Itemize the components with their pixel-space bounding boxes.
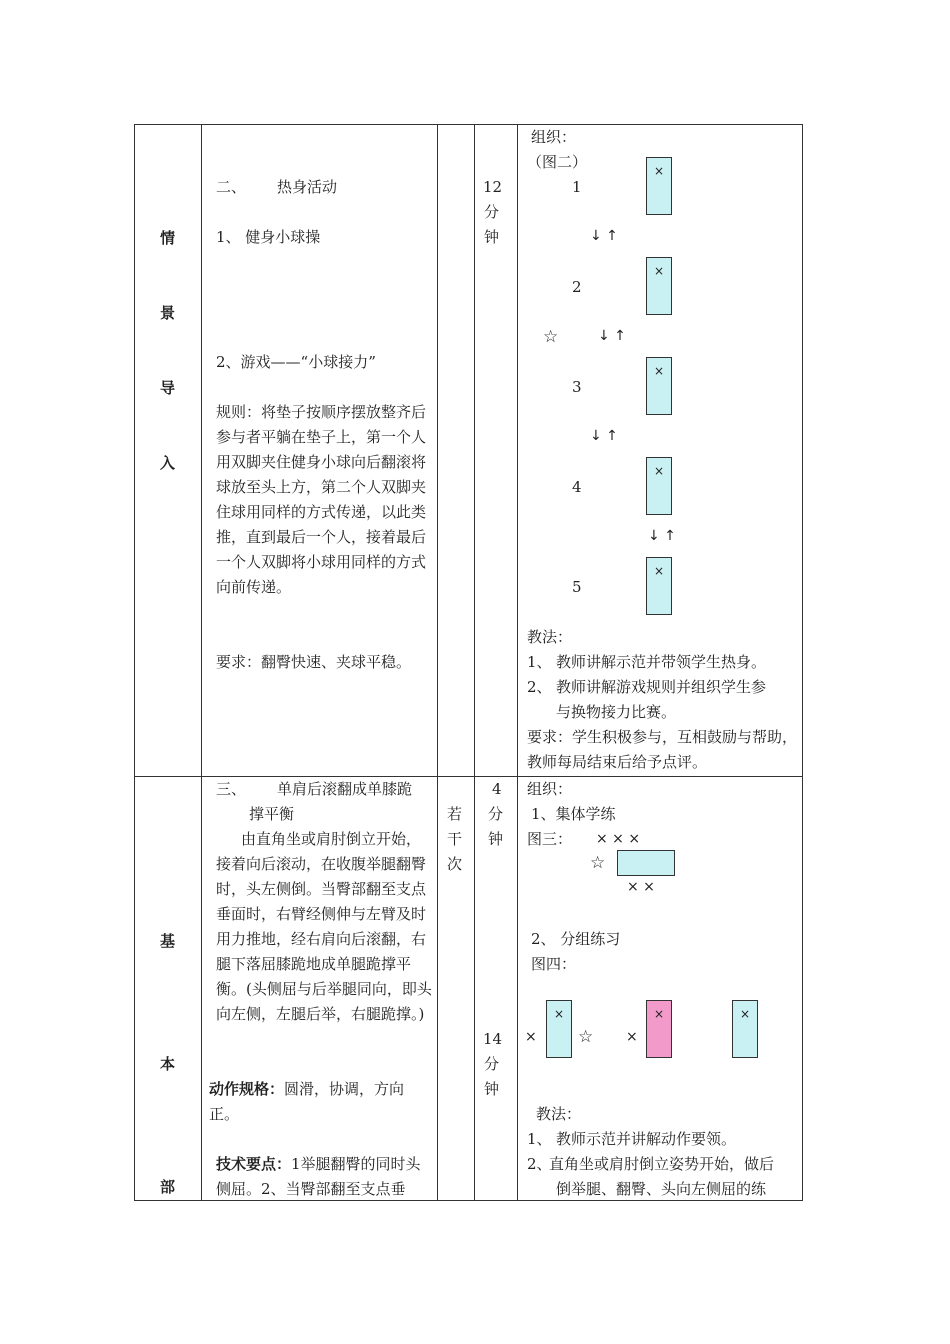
table-col-divider-1 <box>201 124 202 1201</box>
mat-rectangle <box>646 157 672 215</box>
relay-arrows: ↓ ↑ <box>648 528 676 544</box>
relay-arrows: ↓ ↑ <box>598 328 626 344</box>
time-unit: 钟 <box>484 1080 500 1098</box>
item-ball-exercise: 1、 健身小球操 <box>216 228 321 246</box>
table-col-divider-2 <box>437 124 438 1201</box>
method-text: 教师讲解游戏规则并组织学生参 <box>556 678 767 696</box>
time-unit: 钟 <box>488 830 504 848</box>
method-text: 直角坐或肩肘倒立姿势开始，做后 <box>549 1155 775 1173</box>
heading-title: 单肩后滚翻成单膝跪 <box>277 780 413 798</box>
method-number: 1、 <box>527 653 552 671</box>
mat-number: 4 <box>572 478 582 496</box>
person-mark: × <box>739 1007 751 1021</box>
teacher-star-icon: ☆ <box>590 853 606 873</box>
relay-arrows: ↓ ↑ <box>590 428 618 444</box>
mat-rectangle <box>546 1000 572 1058</box>
mat-rectangle <box>646 257 672 315</box>
method-text: 与换物接力比赛。 <box>556 703 677 721</box>
heading-title: 热身活动 <box>277 178 338 196</box>
org-sub-collective: 1、集体学练 <box>531 805 616 823</box>
mat-number: 3 <box>572 378 582 396</box>
student-marks-top: × × × <box>596 831 641 847</box>
game-rules: 规则：将垫子按顺序摆放整齐后参与者平躺在垫子上，第一个人用双脚夹住健身小球向后翻滚将球放至头上方，第二个人双脚夹住球用同样的方式传递，以此类推，直到最后一个人，接着最后一个人双脚将小球用同样的方式向前传递。 <box>216 403 427 596</box>
section-label-char: 部 <box>160 1178 176 1196</box>
figure-label: 图三： <box>527 830 573 848</box>
time-value: 4 <box>492 780 502 798</box>
person-mark: × <box>653 1007 665 1021</box>
figure-label: （图二） <box>527 153 588 171</box>
table-col-divider-4 <box>517 124 518 1201</box>
method-text: 教师讲解示范并带领学生热身。 <box>556 653 767 671</box>
person-mark: × <box>653 364 665 378</box>
tech-label: 技术要点： <box>216 1155 292 1173</box>
org-requirement: 要求：学生积极参与，互相鼓励与帮助，教师每局结束后给予点评。 <box>527 728 798 771</box>
time-unit: 分 <box>484 203 500 221</box>
reps-char: 若 <box>447 805 463 823</box>
method-label: 教法： <box>527 628 573 646</box>
teacher-star-icon: ☆ <box>543 327 559 347</box>
mat-number: 5 <box>572 578 582 596</box>
time-value: 12 <box>483 178 503 196</box>
section-label-char: 基 <box>160 932 176 950</box>
org-label: 组织： <box>527 780 573 798</box>
mat-number: 2 <box>572 278 582 296</box>
relay-arrows: ↓ ↑ <box>590 228 618 244</box>
method-label: 教法： <box>536 1105 582 1123</box>
section-label-char: 情 <box>160 229 176 247</box>
mat-rectangle <box>646 457 672 515</box>
action-spec <box>209 1077 433 1127</box>
figure-label: 图四： <box>531 955 577 973</box>
technical-points <box>216 1152 432 1202</box>
person-mark: × <box>653 564 665 578</box>
person-mark: × <box>653 264 665 278</box>
heading-number: 二、 <box>216 178 247 196</box>
action-description: 由直角坐或肩肘倒立开始，接着向后滚动，在收腹举腿翻臀时，头左侧倒。当臀部翻至支点垂面时，右臂经侧伸与左臂及时用力推地，经右肩向后滚翻，右腿下落屈膝跪地成单腿跪撑平衡。(头侧屈与后举腿同向，即头向左侧，左腿后举，右腿跪撑。) <box>216 830 432 1023</box>
heading-title-cont: 撑平衡 <box>249 805 295 823</box>
person-mark: × <box>653 464 665 478</box>
org-sub-group: 2、 分组练习 <box>531 930 621 948</box>
student-mark: × <box>525 1029 537 1045</box>
section-label-char: 本 <box>160 1055 176 1073</box>
table-border-left <box>134 124 135 1201</box>
item-relay-game: 2、游戏——“小球接力” <box>216 353 376 371</box>
reps-char: 干 <box>447 830 463 848</box>
time-unit: 分 <box>488 805 504 823</box>
time-unit: 分 <box>484 1055 500 1073</box>
section-label-char: 入 <box>160 454 176 472</box>
time-unit: 钟 <box>484 228 500 246</box>
time-value: 14 <box>483 1030 503 1048</box>
mat-rectangle-wide <box>617 850 675 876</box>
section-label-char: 导 <box>160 379 176 397</box>
table-col-divider-3 <box>474 124 475 1201</box>
student-mark: × <box>626 1029 638 1045</box>
mat-rectangle-highlight <box>646 1000 672 1058</box>
game-requirement: 要求：翻臀快速、夹球平稳。 <box>216 653 412 671</box>
mat-rectangle <box>646 357 672 415</box>
person-mark: × <box>553 1007 565 1021</box>
method-number: 2、 <box>527 678 552 696</box>
tech-text: 1举腿翻臀的同时头侧屈。2、当臀部翻至支点垂 <box>216 1155 421 1198</box>
table-border-top <box>134 124 803 125</box>
mat-rectangle <box>732 1000 758 1058</box>
mat-rectangle <box>646 557 672 615</box>
teacher-star-icon: ☆ <box>578 1027 594 1047</box>
reps-char: 次 <box>447 855 463 873</box>
method-number: 2、 <box>527 1155 552 1173</box>
heading-number: 三、 <box>216 780 247 798</box>
org-label: 组织： <box>531 128 577 146</box>
method-text: 倒举腿、翻臀、头向左侧屈的练 <box>556 1180 767 1198</box>
section-label-char: 景 <box>160 304 176 322</box>
person-mark: × <box>653 164 665 178</box>
method-text: 教师示范并讲解动作要领。 <box>556 1130 737 1148</box>
mat-number: 1 <box>572 178 582 196</box>
method-number: 1、 <box>527 1130 552 1148</box>
spec-label: 动作规格： <box>209 1080 285 1098</box>
student-marks-bottom: × × <box>627 879 655 895</box>
table-border-right <box>802 124 803 1201</box>
spec-text: 圆滑，协调，方向正。 <box>209 1080 405 1123</box>
